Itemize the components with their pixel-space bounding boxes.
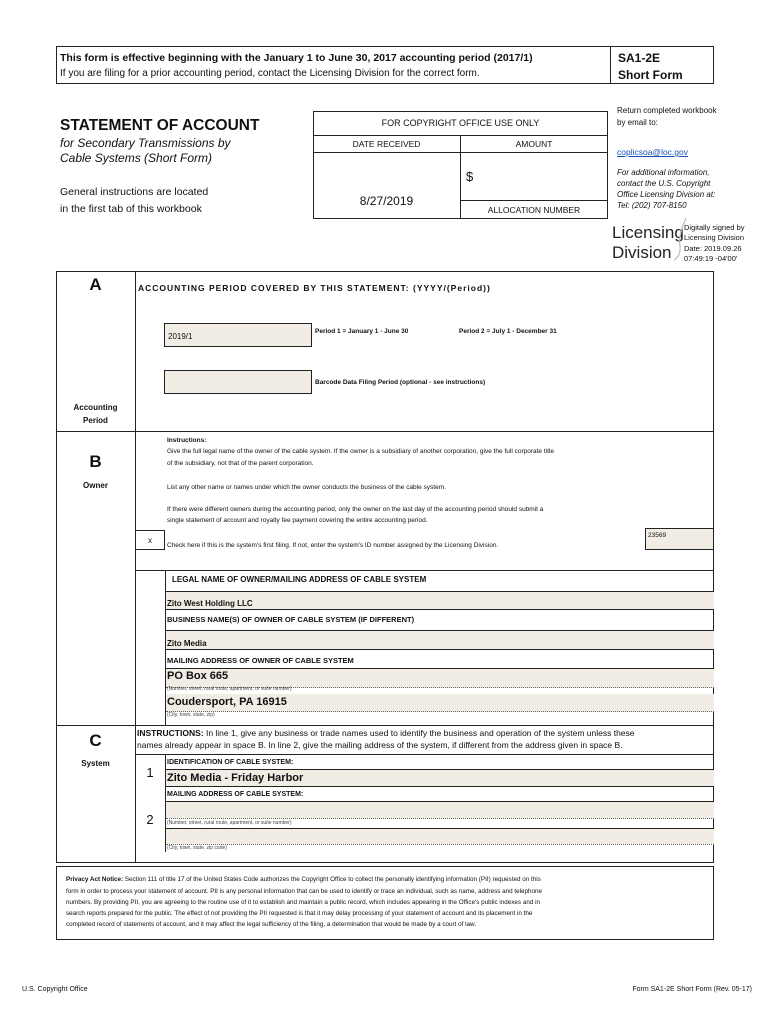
owner-street-hint: (Number, street, rural route, apartment, or suite number): [167, 686, 292, 692]
owner-instructions-heading: Instructions:: [167, 437, 207, 444]
privacy-text-1: Section 111 of title 17 of the United States Code authorizes the Copyright Office to collect the personally identifying information (PII) requested on this: [123, 876, 541, 883]
owner-instruction-2: List any other name or names under which the owner conducts the business of the cable system.: [167, 484, 446, 491]
subtitle-line-1: for Secondary Transmissions by: [60, 136, 231, 150]
return-line-1: Return completed workbook: [617, 106, 717, 115]
line-2-number: 2: [146, 812, 154, 827]
section-b-letter: B: [89, 452, 102, 471]
owner-city-value: Coudersport, PA 16915: [167, 696, 287, 708]
date-received-label: DATE RECEIVED: [352, 139, 421, 149]
subtitle-line-2: Cable Systems (Short Form): [60, 151, 213, 165]
date-received-value: 8/27/2019: [359, 194, 414, 208]
email-link[interactable]: coplicsoa@loc.gov: [617, 147, 688, 157]
owner-instruction-1a: Give the full legal name of the owner of the cable system. If the owner is a subsidiary of another corporation, give the full corporate title: [167, 448, 554, 455]
first-filing-text: Check here if this is the system's first filing. If not, enter the system's ID number assigned by the Licensing Division.: [167, 542, 499, 549]
legal-name-value: Zito West Holding LLC: [167, 599, 253, 608]
effective-line: This form is effective beginning with the January 1 to June 30, 2017 accounting period (2017/1): [60, 52, 533, 64]
business-name-input[interactable]: [166, 630, 714, 650]
system-instructions-bold: INSTRUCTIONS:: [137, 728, 204, 738]
system-street-underline: [166, 818, 714, 819]
business-name-label: BUSINESS NAME(S) OF OWNER OF CABLE SYSTEM (IF DIFFERENT): [167, 615, 415, 624]
system-id-label: IDENTIFICATION OF CABLE SYSTEM:: [167, 759, 294, 766]
system-id-value: 23569: [648, 532, 667, 539]
period-2-note: Period 2 = July 1 - December 31: [459, 328, 557, 335]
privacy-line-1: [66, 876, 541, 883]
signature-name-2: Division: [612, 243, 672, 262]
privacy-line-3: numbers. By providing PII, you are agreeing to the routine use of it to establish and maintain a public record, which includes appearing in the Office's public indexes and in: [66, 899, 540, 906]
amount-label: AMOUNT: [515, 139, 553, 149]
section-c-label: System: [81, 759, 110, 768]
return-line-2: by email to:: [617, 118, 658, 127]
office-use-heading: FOR COPYRIGHT OFFICE USE ONLY: [381, 118, 540, 128]
info-line-2: contact the U.S. Copyright: [617, 179, 711, 188]
barcode-period-input[interactable]: [164, 370, 312, 394]
privacy-heading: Privacy Act Notice:: [66, 876, 124, 883]
owner-street-input[interactable]: [166, 668, 714, 688]
owner-city-hint: (City, town, state, zip): [167, 712, 215, 718]
footer-left: U.S. Copyright Office: [22, 986, 88, 993]
amount-divider: [460, 200, 608, 201]
form-code: SA1-2E: [618, 51, 661, 65]
system-city-underline: [166, 844, 714, 845]
system-city-hint: (City, town, state, zip code): [167, 845, 227, 851]
allocation-label: ALLOCATION NUMBER: [487, 205, 581, 215]
section-a-label-2: Period: [83, 416, 108, 425]
section-a-letter: A: [89, 275, 102, 294]
footer-right: Form SA1-2E Short Form (Rev. 05-17): [632, 986, 752, 993]
privacy-line-5: completed record of statements of account, and it may affect the legal sufficiency of the filing, a determination that would be made by a court of law.: [66, 921, 476, 928]
owner-instruction-3b: single statement of account and royalty fee payment covering the entire accounting period.: [167, 517, 428, 524]
signature-name-1: Licensing: [612, 223, 684, 242]
system-street-input[interactable]: [166, 801, 714, 818]
signature-detail-1: Digitally signed by: [684, 223, 745, 232]
section-bc-divider: [56, 725, 714, 726]
page-title: STATEMENT OF ACCOUNT: [60, 117, 260, 134]
accounting-period-value: 2019/1: [168, 332, 193, 341]
dollar-sign: $: [466, 169, 474, 184]
period-1-note: Period 1 = January 1 - June 30: [315, 328, 409, 335]
general-instructions-2: in the first tab of this workbook: [60, 203, 202, 215]
prior-period-line: If you are filing for a prior accounting period, contact the Licensing Division for the correct form.: [60, 68, 480, 79]
signature-detail-3: Date: 2019.09.26: [684, 244, 742, 253]
privacy-line-2: form in order to process your statement of account. PII is any personal information that can be used to identify or trace an individual, such as name, address and telephone: [66, 888, 543, 895]
info-line-3: Office Licensing Division at:: [617, 190, 716, 199]
first-filing-check-mark: x: [148, 536, 152, 545]
general-instructions-1: General instructions are located: [60, 186, 209, 198]
owner-instruction-1b: of the subsidiary, not that of the parent corporation.: [167, 460, 314, 467]
system-instructions-text: In line 1, give any business or trade names used to identify the business and operation of the system unless these: [203, 728, 635, 738]
section-ab-divider: [56, 431, 714, 432]
section-b-label: Owner: [83, 481, 108, 490]
legal-name-label: LEGAL NAME OF OWNER/MAILING ADDRESS OF CABLE SYSTEM: [172, 575, 427, 584]
system-instructions-line-2: names already appear in space B. In line 2, give the mailing address of the system, if different from the address given in space B.: [137, 740, 623, 750]
section-c-letter: C: [89, 731, 102, 750]
section-a-label-1: Accounting: [73, 403, 118, 412]
signature-detail-4: 07:49:19 -04'00': [684, 254, 738, 263]
telephone: Tel: (202) 707-8150: [617, 201, 687, 210]
signature-detail-2: Licensing Division: [684, 233, 745, 242]
system-street-hint: (Number, street, rural route, apartment, or suite number): [167, 820, 292, 826]
accounting-period-heading: ACCOUNTING PERIOD COVERED BY THIS STATEMENT: (YYYY/(Period)): [138, 283, 491, 293]
privacy-line-4: search reports prepared for the public. The effect of not providing the PII requested is that it may delay processing of your statement of account and its placement in the: [66, 910, 533, 917]
barcode-period-label: Barcode Data Filing Period (optional - see instructions): [315, 379, 486, 386]
system-id-name-value: Zito Media - Friday Harbor: [167, 772, 304, 784]
owner-fields-top: [135, 570, 714, 571]
business-name-value: Zito Media: [167, 639, 207, 648]
info-line-1: For additional information,: [617, 168, 710, 177]
owner-city-underline: [166, 711, 714, 712]
system-fields-top: [135, 754, 714, 755]
system-city-input[interactable]: [166, 828, 714, 844]
owner-mailing-label: MAILING ADDRESS OF OWNER OF CABLE SYSTEM: [167, 656, 354, 665]
form-type: Short Form: [618, 68, 683, 82]
owner-street-value: PO Box 665: [167, 670, 229, 682]
system-mailing-label: MAILING ADDRESS OF CABLE SYSTEM:: [167, 791, 304, 798]
line-1-number: 1: [146, 765, 154, 780]
owner-instruction-3a: If there were different owners during the accounting period, only the owner on the last day of the accounting period should submit a: [167, 506, 544, 513]
system-instructions: [137, 728, 635, 738]
